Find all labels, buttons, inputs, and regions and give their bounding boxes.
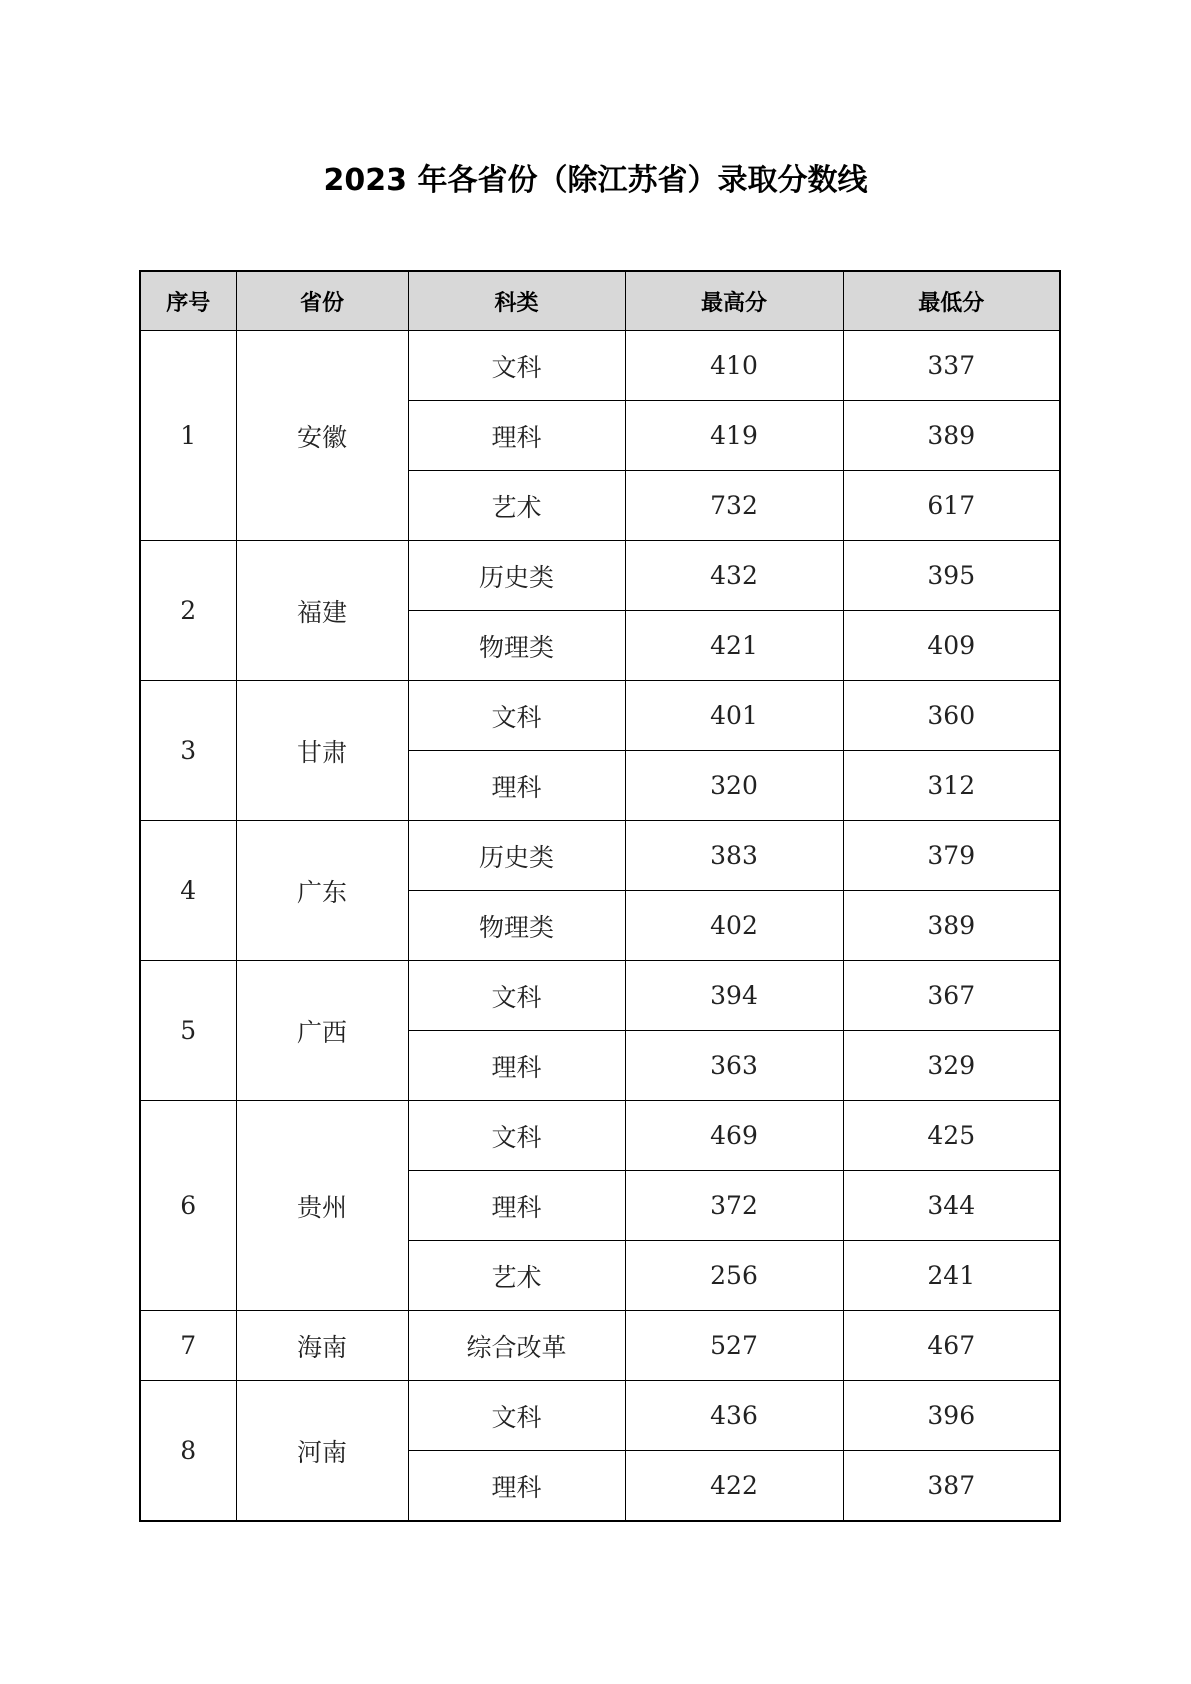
- row-category: 文科: [408, 961, 625, 1031]
- row-min-score: 409: [843, 611, 1060, 681]
- row-category: 物理类: [408, 611, 625, 681]
- table-header: [140, 271, 1060, 331]
- row-category: 理科: [408, 1031, 625, 1101]
- row-province: 海南: [236, 1311, 408, 1381]
- row-max-score: 422: [625, 1451, 843, 1522]
- header-max-score: 最高分: [625, 271, 843, 331]
- table-row: [140, 1101, 1060, 1171]
- row-min-score: 379: [843, 821, 1060, 891]
- row-min-score: 425: [843, 1101, 1060, 1171]
- row-category: 历史类: [408, 821, 625, 891]
- row-category: 理科: [408, 751, 625, 821]
- header-row: [140, 271, 1060, 331]
- row-max-score: 469: [625, 1101, 843, 1171]
- row-min-score: 241: [843, 1241, 1060, 1311]
- table-row: [140, 821, 1060, 891]
- score-table: [139, 270, 1061, 1522]
- row-max-score: 383: [625, 821, 843, 891]
- row-province: 广东: [236, 821, 408, 961]
- row-index: 4: [140, 821, 236, 961]
- row-min-score: 312: [843, 751, 1060, 821]
- row-max-score: 363: [625, 1031, 843, 1101]
- row-province: 广西: [236, 961, 408, 1101]
- header-category: 科类: [408, 271, 625, 331]
- row-index: 5: [140, 961, 236, 1101]
- row-min-score: 467: [843, 1311, 1060, 1381]
- row-min-score: 329: [843, 1031, 1060, 1101]
- row-max-score: 372: [625, 1171, 843, 1241]
- row-min-score: 617: [843, 471, 1060, 541]
- header-index: 序号: [140, 271, 236, 331]
- row-province: 河南: [236, 1381, 408, 1522]
- row-max-score: 421: [625, 611, 843, 681]
- row-max-score: 401: [625, 681, 843, 751]
- row-max-score: 256: [625, 1241, 843, 1311]
- row-min-score: 360: [843, 681, 1060, 751]
- row-category: 艺术: [408, 471, 625, 541]
- page-title: 2023 年各省份（除江苏省）录取分数线: [323, 163, 868, 198]
- row-max-score: 436: [625, 1381, 843, 1451]
- table-row: [140, 541, 1060, 611]
- row-max-score: 402: [625, 891, 843, 961]
- row-index: 6: [140, 1101, 236, 1311]
- header-min-score: 最低分: [843, 271, 1060, 331]
- row-province: 甘肃: [236, 681, 408, 821]
- row-max-score: 394: [625, 961, 843, 1031]
- row-category: 理科: [408, 401, 625, 471]
- row-category: 理科: [408, 1171, 625, 1241]
- table-body: [140, 331, 1060, 1522]
- table-row: [140, 1311, 1060, 1381]
- row-max-score: 419: [625, 401, 843, 471]
- table-row: [140, 331, 1060, 401]
- row-index: 7: [140, 1311, 236, 1381]
- row-category: 文科: [408, 1101, 625, 1171]
- table-row: [140, 1381, 1060, 1451]
- row-min-score: 389: [843, 891, 1060, 961]
- row-min-score: 344: [843, 1171, 1060, 1241]
- row-province: 福建: [236, 541, 408, 681]
- header-province: 省份: [236, 271, 408, 331]
- row-min-score: 395: [843, 541, 1060, 611]
- row-min-score: 337: [843, 331, 1060, 401]
- row-category: 物理类: [408, 891, 625, 961]
- row-category: 理科: [408, 1451, 625, 1522]
- row-max-score: 732: [625, 471, 843, 541]
- row-category: 综合改革: [408, 1311, 625, 1381]
- table-row: [140, 961, 1060, 1031]
- row-index: 3: [140, 681, 236, 821]
- row-min-score: 389: [843, 401, 1060, 471]
- row-index: 8: [140, 1381, 236, 1522]
- row-max-score: 410: [625, 331, 843, 401]
- table-row: [140, 681, 1060, 751]
- row-category: 艺术: [408, 1241, 625, 1311]
- row-category: 历史类: [408, 541, 625, 611]
- row-category: 文科: [408, 1381, 625, 1451]
- row-province: 安徽: [236, 331, 408, 541]
- row-index: 2: [140, 541, 236, 681]
- row-max-score: 527: [625, 1311, 843, 1381]
- row-category: 文科: [408, 331, 625, 401]
- row-category: 文科: [408, 681, 625, 751]
- row-index: 1: [140, 331, 236, 541]
- row-max-score: 432: [625, 541, 843, 611]
- row-min-score: 367: [843, 961, 1060, 1031]
- row-province: 贵州: [236, 1101, 408, 1311]
- row-max-score: 320: [625, 751, 843, 821]
- row-min-score: 396: [843, 1381, 1060, 1451]
- row-min-score: 387: [843, 1451, 1060, 1522]
